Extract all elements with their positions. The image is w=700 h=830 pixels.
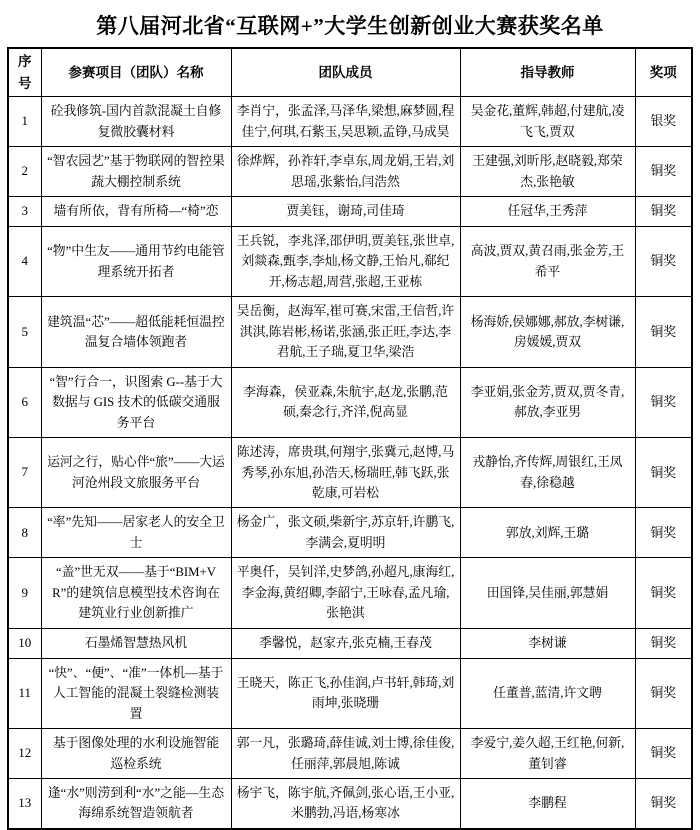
table-row xyxy=(8,438,692,508)
cell-teachers: 李鹏程 xyxy=(460,778,635,828)
cell-teachers: 田国锋,吴佳丽,郭慧娟 xyxy=(460,558,635,628)
cell-teachers: 吴金花,董辉,韩超,付建航,凌飞飞,贾双 xyxy=(460,97,635,147)
header-cell-members: 团队成员 xyxy=(231,48,460,97)
cell-award: 铜奖 xyxy=(635,778,692,828)
cell-project: 运河之行，贴心伴“旅”——大运河沧州段文旅服务平台 xyxy=(41,438,231,508)
cell-project: “盖”世无双——基于“BIM+VR”的建筑信息模型技术咨询在建筑业行业创新推广 xyxy=(41,558,231,628)
page-title: 第八届河北省“互联网+”大学生创新创业大赛获奖名单 xyxy=(96,14,604,38)
cell-members: 李肖宁，张孟泽,马泽华,梁想,麻梦圆,程佳宁,何琪,石紫玉,吴思颖,孟铮,马成昊 xyxy=(231,97,460,147)
cell-no: 5 xyxy=(8,297,41,367)
table-row xyxy=(8,508,692,558)
cell-award: 铜奖 xyxy=(635,297,692,367)
cell-teachers: 李爱宁,姜久超,王红艳,何新,董钊睿 xyxy=(460,729,635,779)
cell-teachers: 戎静怡,齐传辉,周银红,王凤春,徐稳越 xyxy=(460,438,635,508)
cell-award: 铜奖 xyxy=(635,147,692,197)
cell-teachers: 任冠华,王秀萍 xyxy=(460,197,635,227)
cell-teachers: 李树谦 xyxy=(460,628,635,658)
cell-members: 陈述涛，席贵琪,何翔宇,张冀元,赵博,马秀琴,孙东旭,孙浩天,杨瑞旺,韩飞跃,张乾康,可岩松 xyxy=(231,438,460,508)
cell-teachers: 李亚娟,张金芳,贾双,贾冬青,郝放,李亚男 xyxy=(460,367,635,437)
cell-project: 基于图像处理的水利设施智能巡检系统 xyxy=(41,729,231,779)
cell-no: 6 xyxy=(8,367,41,437)
table-row xyxy=(8,658,692,728)
header-cell-award: 奖项 xyxy=(635,48,692,97)
cell-project: 墙有所依，背有所椅—“椅”恋 xyxy=(41,197,231,227)
cell-project: 石墨烯智慧热风机 xyxy=(41,628,231,658)
cell-award: 铜奖 xyxy=(635,658,692,728)
cell-members: 李海森，侯亚森,朱航宇,赵龙,张鹏,范硕,秦念行,齐洋,倪高显 xyxy=(231,367,460,437)
cell-no: 7 xyxy=(8,438,41,508)
cell-project: 砼我修筑-国内首款混凝土自修复微胶囊材料 xyxy=(41,97,231,147)
cell-project: “智”行合一，识图索 G--基于大数据与 GIS 技术的低碳交通服务平台 xyxy=(41,367,231,437)
cell-award: 铜奖 xyxy=(635,197,692,227)
cell-teachers: 王建强,刘昕彤,赵晓毅,郑荣杰,张艳敏 xyxy=(460,147,635,197)
cell-no: 13 xyxy=(8,778,41,828)
header-cell-teachers: 指导教师 xyxy=(460,48,635,97)
header-row xyxy=(8,48,692,97)
table-row xyxy=(8,778,692,828)
cell-award: 铜奖 xyxy=(635,367,692,437)
table-row xyxy=(8,558,692,628)
awards-table xyxy=(7,47,693,830)
cell-project: “物”中生友——通用节约电能管理系统开拓者 xyxy=(41,226,231,296)
cell-no: 12 xyxy=(8,729,41,779)
cell-no: 4 xyxy=(8,226,41,296)
cell-award: 铜奖 xyxy=(635,226,692,296)
cell-members: 杨宇飞，陈宇航,齐佩剑,张心语,王小亚,米鹏勃,冯语,杨寒冰 xyxy=(231,778,460,828)
cell-members: 王兵锐，李兆泽,邵伊明,贾美钰,张世卓,刘燚森,甄李,李灿,杨文静,王怡凡,郗纪开,杨志超,周营,张超,王亚栋 xyxy=(231,226,460,296)
cell-members: 平奥仟，吴钊洋,史梦鸽,孙超凡,康海红,李金海,黄绍卿,李韶宁,王咏春,孟凡瑜,张艳淇 xyxy=(231,558,460,628)
cell-project: 建筑温“芯”——超低能耗恒温控温复合墙体领跑者 xyxy=(41,297,231,367)
cell-award: 铜奖 xyxy=(635,628,692,658)
table-row xyxy=(8,197,692,227)
table-row xyxy=(8,367,692,437)
cell-award: 铜奖 xyxy=(635,729,692,779)
cell-no: 2 xyxy=(8,147,41,197)
table-row xyxy=(8,226,692,296)
header-cell-project: 参赛项目（团队）名称 xyxy=(41,48,231,97)
table-row xyxy=(8,297,692,367)
cell-project: 逢“水”则涝到利“水”之能—生态海绵系统智造领航者 xyxy=(41,778,231,828)
cell-members: 贾美钰，谢琦,司佳琦 xyxy=(231,197,460,227)
cell-teachers: 杨海娇,侯娜娜,郝放,李树谦,房媛媛,贾双 xyxy=(460,297,635,367)
cell-award: 铜奖 xyxy=(635,508,692,558)
table-row xyxy=(8,729,692,779)
cell-members: 徐烨辉，孙祚轩,李卓东,周龙娟,王岩,刘思瑶,张紫怡,闫浩然 xyxy=(231,147,460,197)
cell-members: 季馨悦，赵家卉,张克楠,王春茂 xyxy=(231,628,460,658)
cell-members: 郭一凡，张璐琦,薛佳诚,刘士博,徐佳俊,任丽萍,郭晨旭,陈诚 xyxy=(231,729,460,779)
cell-no: 11 xyxy=(8,658,41,728)
table-body xyxy=(8,97,692,829)
cell-teachers: 高波,贾双,黄召雨,张金芳,王希平 xyxy=(460,226,635,296)
cell-no: 3 xyxy=(8,197,41,227)
cell-project: “率”先知——居家老人的安全卫士 xyxy=(41,508,231,558)
header-cell-no: 序号 xyxy=(8,48,41,97)
cell-no: 10 xyxy=(8,628,41,658)
cell-no: 1 xyxy=(8,97,41,147)
cell-members: 吴岳衡，赵海军,崔可赛,宋雷,王信哲,许淇淇,陈岩彬,杨诺,张涵,张正旺,李达,李君航,王子瑞,夏卫华,梁浩 xyxy=(231,297,460,367)
cell-award: 铜奖 xyxy=(635,558,692,628)
cell-project: “快”、“便”、“准”一体机—基于人工智能的混凝土裂缝检测装置 xyxy=(41,658,231,728)
cell-members: 王晓天，陈正飞,孙佳润,卢书轩,韩琦,刘雨坤,张晓珊 xyxy=(231,658,460,728)
cell-teachers: 任董普,蓝清,许文聘 xyxy=(460,658,635,728)
cell-award: 银奖 xyxy=(635,97,692,147)
cell-award: 铜奖 xyxy=(635,438,692,508)
cell-no: 9 xyxy=(8,558,41,628)
cell-no: 8 xyxy=(8,508,41,558)
cell-project: “智农园艺”基于物联网的智控果蔬大棚控制系统 xyxy=(41,147,231,197)
table-row xyxy=(8,97,692,147)
cell-teachers: 郭放,刘辉,王璐 xyxy=(460,508,635,558)
table-row xyxy=(8,147,692,197)
cell-members: 杨金广，张文硕,柴新宇,苏京轩,许鹏飞,李满会,夏明明 xyxy=(231,508,460,558)
table-row xyxy=(8,628,692,658)
